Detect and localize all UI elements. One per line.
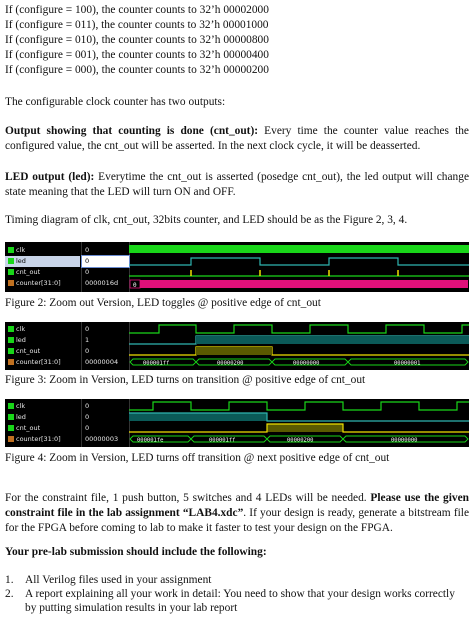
- prelab-item-1: [5, 573, 469, 587]
- waveform-figure-2: [5, 242, 469, 292]
- value-cnt-out: 0: [85, 347, 90, 355]
- clk-trace: [129, 245, 469, 253]
- counter-bus-label: 0: [133, 282, 137, 289]
- counter-bus-label: 00000000: [391, 437, 418, 444]
- bus-icon: [8, 280, 14, 286]
- signal-cnt-out[interactable]: cnt_out: [5, 267, 80, 278]
- cnt-out-text: Every time the counter value reaches the configured value, the cnt_out will be asserted. In the next clock cycle, it will be deasserted.: [5, 125, 469, 152]
- value-counter: 0000016d: [85, 279, 119, 287]
- config-line-5: If (configure = 000), the counter counts to 32’h 00000200: [5, 64, 269, 76]
- signal-cnt-out[interactable]: cnt_out: [5, 423, 80, 434]
- config-line-2: If (configure = 011), the counter counts to 32’h 00001000: [5, 19, 269, 31]
- signal-led[interactable]: led: [5, 335, 80, 346]
- prelab-heading: Your pre-lab submission should include the following:: [5, 546, 267, 558]
- outputs-intro: The configurable clock counter has two outputs:: [5, 96, 226, 108]
- counter-bus-label: 00000000: [293, 360, 320, 367]
- value-cnt-out: 0: [85, 268, 90, 276]
- signal-name-pane: [5, 322, 80, 370]
- waveform-plot[interactable]: [129, 322, 469, 370]
- bus-icon: [8, 359, 14, 365]
- constraint-text-1: For the constraint file, 1 push button, 5 switches and 4 LEDs will be needed.: [5, 492, 371, 504]
- signal-icon: [8, 247, 14, 253]
- value-clk: 0: [85, 402, 90, 410]
- cnt-out-high-fill: [267, 424, 343, 432]
- led-trace: [129, 258, 469, 265]
- value-cnt-out: 0: [85, 424, 90, 432]
- signal-counter[interactable]: counter[31:0]: [5, 357, 80, 368]
- signal-icon: [8, 269, 14, 275]
- counter-bus-label: 000001ff: [209, 437, 236, 444]
- value-led: 1: [85, 336, 90, 344]
- signal-clk[interactable]: clk: [5, 245, 80, 256]
- signal-cnt-out[interactable]: cnt_out: [5, 346, 80, 357]
- timing-intro: Timing diagram of clk, cnt_out, 32bits counter, and LED should be as the Figure 2, 3, 4.: [5, 214, 408, 226]
- counter-bus-label: 00000200: [287, 437, 314, 444]
- constraint-text-2: . If your design is ready, generate a bitstream file for the FPGA before coming to lab to make it faster to test your design on the FPGA.: [5, 507, 470, 534]
- signal-icon: [8, 337, 14, 343]
- cnt-out-paragraph: [5, 124, 469, 154]
- signal-counter[interactable]: counter[31:0]: [5, 278, 80, 289]
- cnt-out-heading: Output showing that counting is done (cnt_out):: [5, 125, 259, 137]
- clk-trace: [129, 325, 469, 333]
- counter-bus-label: 000001fe: [137, 437, 164, 444]
- cnt-out-trace: [129, 347, 469, 355]
- signal-led[interactable]: led: [5, 412, 80, 423]
- figure-4-caption: Figure 4: Zoom in Version, LED turns off transition @ next positive edge of cnt_out: [5, 452, 390, 464]
- list-text: A report explaining all your work in detail: You need to show that your design works correctly by putting simulation results in your lab report: [25, 588, 455, 614]
- list-number: 2.: [5, 588, 14, 600]
- signal-icon: [8, 326, 14, 332]
- config-line-1: If (configure = 100), the counter counts to 32’h 00002000: [5, 4, 269, 16]
- waveform-figure-4: [5, 399, 469, 447]
- value-clk: 0: [85, 325, 90, 333]
- waveform-plot[interactable]: [129, 399, 469, 447]
- counter-bus-label: 00000001: [394, 360, 421, 367]
- constraint-bold-text: Please use the given constraint file in the lab assignment “LAB4.xdc”: [5, 492, 470, 519]
- config-line-4: If (configure = 001), the counter counts to 32’h 00000400: [5, 49, 269, 61]
- signal-name-pane: [5, 242, 80, 292]
- config-line-3: If (configure = 010), the counter counts to 32’h 00000800: [5, 34, 269, 46]
- figure-3-caption: Figure 3: Zoom in Version, LED turns on transition @ positive edge of cnt_out: [5, 374, 366, 386]
- value-clk: 0: [85, 246, 90, 254]
- counter-bus-label: 000001ff: [143, 360, 170, 367]
- led-heading: LED output (led):: [5, 171, 95, 183]
- value-led: 0: [82, 256, 129, 267]
- led-high-fill: [196, 336, 469, 344]
- led-high-fill: [129, 413, 267, 421]
- led-text: Everytime the cnt_out is asserted (posedge cnt_out), the led output will change state meaning that the LED will turn ON and OFF.: [5, 171, 470, 198]
- value-counter: 00000004: [85, 358, 119, 366]
- list-text: All Verilog files used in your assignment: [25, 574, 212, 586]
- signal-icon: [8, 414, 14, 420]
- signal-value-pane: [81, 399, 130, 447]
- waveform-figure-3: [5, 322, 469, 370]
- led-paragraph: [5, 170, 469, 200]
- figure-2-caption: Figure 2: Zoom out Version, LED toggles @ positive edge of cnt_out: [5, 297, 321, 309]
- signal-led[interactable]: led: [5, 256, 80, 267]
- cnt-out-high-fill: [196, 347, 272, 355]
- counter-bus-label: 00000200: [217, 360, 244, 367]
- prelab-item-2: [5, 587, 469, 617]
- signal-icon: [8, 258, 14, 264]
- bus-icon: [8, 436, 14, 442]
- signal-icon: [8, 348, 14, 354]
- constraint-paragraph: [5, 491, 469, 536]
- signal-counter[interactable]: counter[31:0]: [5, 434, 80, 445]
- signal-icon: [8, 403, 14, 409]
- signal-value-pane: [81, 322, 130, 370]
- signal-name-pane: [5, 399, 80, 447]
- clk-trace: [129, 402, 469, 410]
- signal-clk[interactable]: clk: [5, 401, 80, 412]
- list-number: 1.: [5, 574, 14, 586]
- value-counter: 00000003: [85, 435, 119, 443]
- signal-clk[interactable]: clk: [5, 324, 80, 335]
- signal-icon: [8, 425, 14, 431]
- counter-bus: [130, 280, 468, 288]
- waveform-plot[interactable]: [129, 242, 469, 292]
- value-led: 0: [85, 413, 90, 421]
- signal-value-pane: [81, 242, 130, 292]
